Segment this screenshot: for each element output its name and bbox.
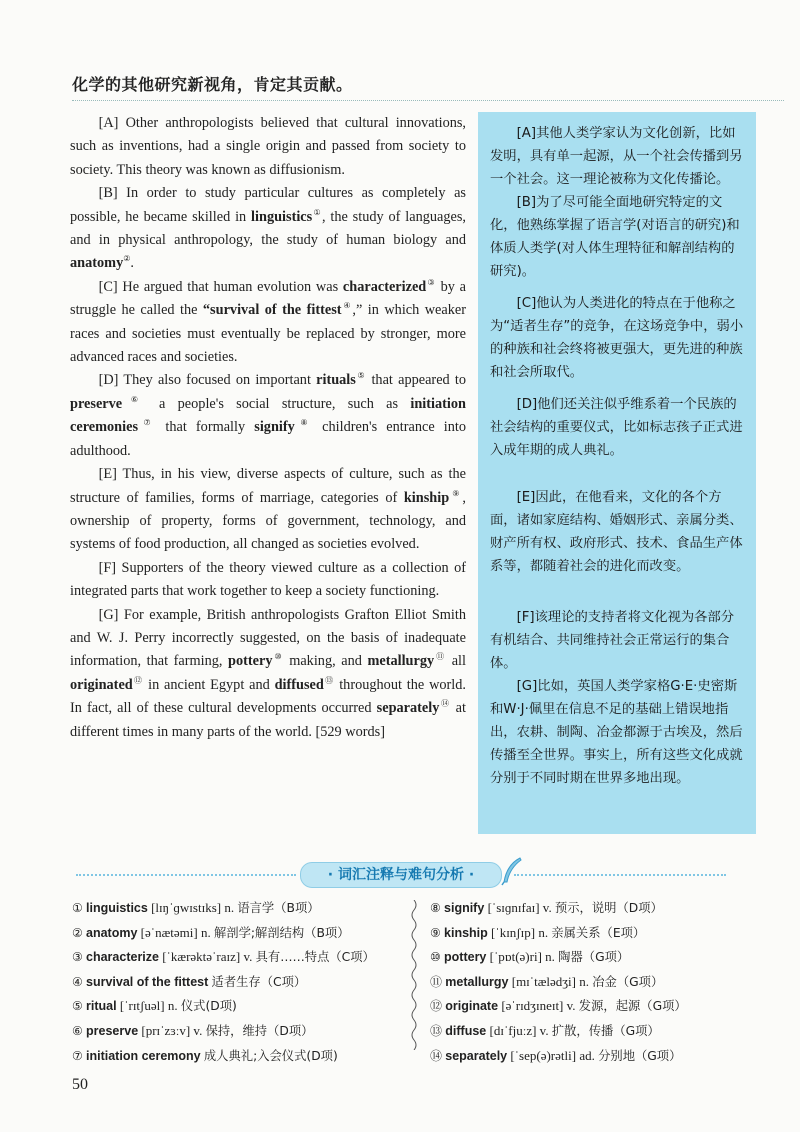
vocab-word: signify	[444, 901, 485, 915]
vocab-item	[72, 1044, 402, 1069]
vocab-cn: 解剖学;解剖结构（B项）	[213, 925, 350, 940]
vocab-word: linguistics	[86, 901, 148, 915]
vocab-cn: 亲属关系（E项）	[551, 925, 646, 940]
vocab-pos: v.	[243, 949, 253, 965]
vocab-pos: v.	[539, 1022, 549, 1038]
vocab-num: ⑪	[430, 974, 443, 989]
vocab-num: ⑦	[72, 1048, 83, 1063]
vocab-phon: [prɪˈzɜːv]	[141, 1022, 191, 1038]
translation-g: [G]比如，英国人类学家格G·E·史密斯和W·J·佩里在信息不足的基础上错误地指出，农耕、制陶、冶金都源于古埃及，然后传播至全世界。事实上，所有这些文化成就分别于不同时期在世界多地出现。	[490, 679, 743, 786]
vocab-num: ⑭	[430, 1048, 443, 1063]
keyword-characterized: characterized	[342, 278, 427, 295]
vocab-title: · 词汇注释与难句分析 ·	[300, 862, 502, 888]
vocab-pos: n.	[538, 924, 549, 940]
vocab-item	[72, 945, 402, 970]
vocab-list-left	[72, 896, 402, 1068]
english-passage	[70, 112, 466, 744]
paragraph-c: [C] He argued that human evolution was characterized③ by a struggle he called the “survival of the fittest④,” in which weaker races and societies must eventually be replaced by stronger, more advanced races and societies.	[70, 278, 466, 366]
vocab-num: ②	[72, 925, 83, 940]
vocab-word: survival of the fittest	[86, 974, 209, 989]
vocab-num: ③	[72, 950, 83, 965]
vocab-phon: [lɪŋˈɡwɪstɪks]	[151, 900, 222, 915]
vocab-phon: [ˈpɒt(ə)ri]	[489, 949, 542, 965]
vocab-word: anatomy	[86, 925, 138, 940]
vocab-cn: 冶金（G项）	[592, 974, 664, 989]
vocab-item	[430, 896, 770, 921]
vocab-word: ritual	[86, 999, 117, 1014]
vocab-pos: n.	[545, 949, 555, 965]
vocab-num: ⑧	[430, 901, 441, 915]
vocab-phon: [mɪˈtælədʒi]	[511, 973, 576, 989]
vocab-item	[72, 896, 402, 921]
vocab-item	[72, 1019, 402, 1044]
vocab-cn: 成人典礼;入会仪式(D项)	[203, 1048, 338, 1063]
vocab-cn: 分别地（G项）	[598, 1048, 682, 1063]
vocab-item	[72, 970, 402, 995]
vocab-pos: n.	[579, 973, 589, 989]
vocab-list-right	[430, 896, 770, 1068]
vocab-cn: 陶器（G项）	[558, 950, 630, 965]
translation-d: [D]他们还关注似乎维系着一个民族的社会结构的重要仪式，比如标志孩子正式进入成年期的成人典礼。	[490, 397, 743, 458]
vocab-cn: 保持，维持（D项）	[205, 1023, 314, 1038]
keyword-diffused: diffused	[274, 676, 324, 693]
vocab-pos: ad.	[579, 1047, 595, 1063]
translation-e: [E]因此，在他看来，文化的各个方面，诸如家庭结构、婚姻形式、亲属分类、财产所有权、政府形式、技术、食品生产体系等，都随着社会的进化而改变。	[490, 490, 743, 574]
vocab-num: ⑬	[430, 1023, 443, 1038]
keyword-rituals: rituals	[316, 372, 356, 389]
vocab-cn: 预示，说明（D项）	[554, 901, 663, 915]
vocab-num: ④	[72, 974, 83, 989]
vocab-item	[430, 1019, 770, 1044]
header-rule-left	[76, 874, 296, 876]
vocab-num: ⑨	[430, 925, 441, 940]
keyword-signify: signify	[254, 419, 295, 436]
chinese-translation-box	[478, 112, 756, 834]
vocab-phon: [ˈrɪtʃuəl]	[119, 998, 165, 1014]
vocab-item	[72, 994, 402, 1019]
vocab-item	[72, 921, 402, 946]
vocab-phon: [əˈnætəmi]	[140, 924, 198, 940]
vocab-item	[430, 994, 770, 1019]
paragraph-g: [G] For example, British anthropologists Grafton Elliot Smith and W. J. Perry incorrectly suggested, on the basis of inadequate information, that farming, pottery⑩ making, and metallurgy⑪ all originated⑫ in ancient Egypt and diffused⑬ throughout the world. In fact, all of these cultural developments occurred separately⑭ at different times in many parts of the world. [529 words]	[70, 606, 467, 740]
vocab-pos: n.	[167, 998, 178, 1014]
translation-c: [C]他认为人类进化的特点在于他称之为“适者生存”的竞争，在这场竞争中，弱小的种族和社会终将被更强大，更先进的种族和社会所取代。	[490, 296, 744, 380]
vocab-item	[430, 921, 770, 946]
keyword-originated: originated	[70, 676, 133, 693]
vocab-cn: 适者生存（C项）	[211, 974, 307, 989]
vocab-num: ⑫	[430, 999, 443, 1014]
vocab-cn: 发源，起源（G项）	[578, 999, 687, 1014]
column-divider	[408, 900, 420, 1050]
vocab-word: originate	[445, 999, 499, 1014]
vocab-pos: n.	[200, 924, 211, 940]
vocab-pos: n.	[224, 900, 235, 915]
translation-b: [B]为了尽可能全面地研究特定的文化，他熟练掌握了语言学(对语言的研究)和体质人类学(对人体生理特征和解剖结构的研究)。	[490, 195, 740, 279]
paragraph-a: [A] Other anthropologists believed that cultural innovations, such as inventions, had a single origin and passed from society to society. This theory was known as diffusionism.	[70, 115, 466, 178]
vocab-num: ⑥	[72, 1023, 83, 1038]
vocab-num: ⑩	[430, 950, 441, 965]
vocab-num: ⑤	[72, 999, 83, 1014]
page-number: 50	[72, 1076, 88, 1093]
paragraph-b: [B] In order to study particular cultures as completely as possible, he became skilled in linguistics①, the study of languages, and in physical anthropology, the study of human biology and anatomy②.	[70, 185, 466, 272]
vocab-phon: [əˈrɪdʒɪneɪt]	[501, 998, 564, 1014]
paragraph-d: [D] They also focused on important rituals⑤ that appeared to preserve⑥ a people's social structure, such as initiation ceremonies⑦ that formally signify⑧ children's entrance into adulthood.	[70, 371, 467, 459]
vocab-word: kinship	[444, 925, 488, 940]
vocab-phon: [ˈkɪnʃɪp]	[491, 924, 536, 940]
vocab-word: preserve	[86, 1023, 139, 1038]
vocab-word: pottery	[444, 950, 487, 965]
vocab-pos: v.	[542, 900, 552, 915]
keyword-separately: separately	[376, 700, 440, 717]
vocab-word: characterize	[86, 950, 159, 965]
vocab-item	[430, 1044, 770, 1069]
vocab-phon: [dɪˈfjuːz]	[489, 1022, 537, 1038]
vocab-section-header	[0, 858, 800, 892]
keyword-survival: “survival of the fittest	[202, 302, 342, 319]
continued-sentence: 化学的其他研究新视角，肯定其贡献。	[72, 75, 353, 94]
vocab-phon: [ˈsep(ə)rətli]	[510, 1047, 577, 1063]
translation-f: [F]该理论的支持者将文化视为各部分有机结合、共同维持社会正常运行的集合体。	[490, 610, 735, 671]
vocab-cn: 具有……特点（C项）	[255, 950, 375, 965]
vocab-word: initiation ceremony	[86, 1048, 201, 1063]
vocab-cn: 仪式(D项)	[180, 999, 237, 1014]
keyword-anatomy: anatomy	[70, 255, 124, 272]
translation-a: [A]其他人类学家认为文化创新，比如发明，具有单一起源，从一个社会传播到另一个社会。这一理论被称为文化传播论。	[490, 126, 743, 187]
vocab-word: diffuse	[445, 1023, 487, 1038]
keyword-initiation: initiation ceremonies	[70, 395, 466, 436]
keyword-metallurgy: metallurgy	[367, 653, 435, 670]
feather-pen-icon	[500, 856, 524, 886]
keyword-pottery: pottery	[228, 653, 273, 670]
vocab-item	[430, 970, 770, 995]
vocab-item	[430, 945, 770, 970]
vocab-pos: v.	[193, 1022, 203, 1038]
vocab-cn: 语言学（B项）	[237, 901, 320, 915]
vocab-pos: v.	[566, 998, 576, 1014]
vocab-phon: [ˈkærəktəˈraɪz]	[162, 949, 241, 965]
vocab-word: separately	[445, 1048, 508, 1063]
vocab-word: metallurgy	[445, 974, 509, 989]
paragraph-f: [F] Supporters of the theory viewed culture as a collection of integrated parts that work together to keep a society functioning.	[70, 559, 466, 600]
vocab-num: ①	[72, 901, 83, 915]
vocab-phon: [ˈsɪɡnɪfaɪ]	[487, 900, 540, 915]
paragraph-e: [E] Thus, in his view, diverse aspects of culture, such as the structure of families, forms of marriage, categories of kinship⑨, ownership of property, forms of government, technology, and systems of food production, all changed as societies evolved.	[70, 466, 466, 553]
keyword-preserve: preserve	[70, 395, 123, 412]
vocab-cn: 扩散，传播（G项）	[551, 1023, 660, 1038]
keyword-kinship: kinship	[403, 489, 450, 506]
header-rule-right	[514, 874, 726, 876]
keyword-linguistics: linguistics	[251, 208, 313, 225]
top-divider	[72, 100, 784, 101]
